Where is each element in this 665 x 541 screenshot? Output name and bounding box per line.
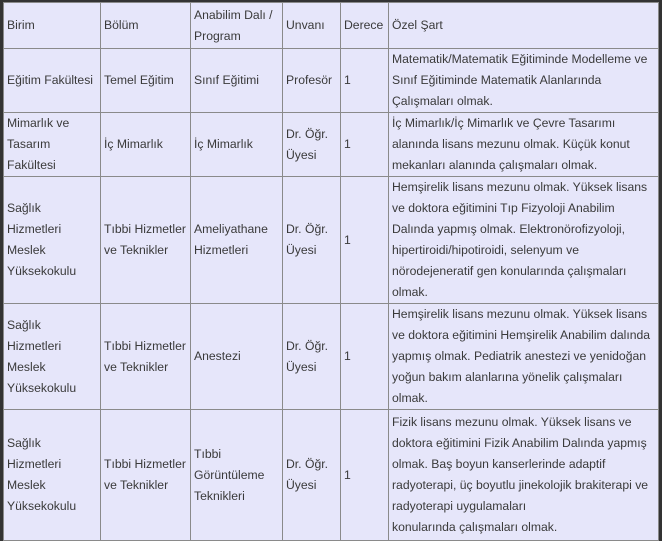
header-unvan: Unvanı [283,3,341,49]
cell-ozel-sart: Hemşirelik lisans mezunu olmak. Yüksek lisans ve doktora eğitimini Hemşirelik Anabilim dalında yapmış olmak. Pediatrik anestezi ve yenidoğan yoğun bakım alanlarına yönelik çalışmaları olmak. [389,304,659,410]
cell-anabilim: İç Mimarlık [191,113,283,177]
table-row [4,177,659,304]
positions-table [3,2,659,541]
cell-derece: 1 [341,304,389,410]
cell-bolum: Temel Eğitim [101,49,191,113]
table-row [4,49,659,113]
header-birim: Birim [4,3,101,49]
cell-bolum: Tıbbi Hizmetler ve Teknikler [101,177,191,304]
cell-derece: 1 [341,410,389,541]
cell-unvan: Profesör [283,49,341,113]
cell-bolum: Tıbbi Hizmetler ve Teknikler [101,410,191,541]
table-row [4,113,659,177]
cell-ozel-sart: İç Mimarlık/İç Mimarlık ve Çevre Tasarımı alanında lisans mezunu olmak. Küçük konut mekanları alanında çalışmaları olmak. [389,113,659,177]
cell-bolum: Tıbbi Hizmetler ve Teknikler [101,304,191,410]
table-row [4,304,659,410]
cell-anabilim: Sınıf Eğitimi [191,49,283,113]
cell-unvan: Dr. Öğr. Üyesi [283,113,341,177]
cell-bolum: İç Mimarlık [101,113,191,177]
cell-birim: Sağlık Hizmetleri Meslek Yüksekokulu [4,304,101,410]
cell-ozel-sart: Fizik lisans mezunu olmak. Yüksek lisans ve doktora eğitimini Fizik Anabilim Dalında yapmış olmak. Baş boyun kanserlerinde adaptif radyoterapi, üç boyutlu jinekolojik brakiterapi ve radyoterapi uygulamaları konularında çalışmaları olmak. [389,410,659,541]
cell-birim: Sağlık Hizmetleri Meslek Yüksekokulu [4,177,101,304]
header-anabilim: Anabilim Dalı / Program [191,3,283,49]
cell-unvan: Dr. Öğr. Üyesi [283,177,341,304]
cell-birim: Eğitim Fakültesi [4,49,101,113]
cell-derece: 1 [341,113,389,177]
cell-unvan: Dr. Öğr. Üyesi [283,304,341,410]
table-header-row [4,3,659,49]
cell-ozel-sart: Matematik/Matematik Eğitiminde Modelleme ve Sınıf Eğitiminde Matematik Alanlarında Çalışmaları olmak. [389,49,659,113]
cell-anabilim: Ameliyathane Hizmetleri [191,177,283,304]
header-derece: Derece [341,3,389,49]
cell-derece: 1 [341,177,389,304]
cell-unvan: Dr. Öğr. Üyesi [283,410,341,541]
cell-birim: Mimarlık ve Tasarım Fakültesi [4,113,101,177]
cell-anabilim: Anestezi [191,304,283,410]
header-bolum: Bölüm [101,3,191,49]
cell-anabilim: Tıbbi Görüntüleme Teknikleri [191,410,283,541]
cell-derece: 1 [341,49,389,113]
header-ozel-sart: Özel Şart [389,3,659,49]
cell-ozel-sart: Hemşirelik lisans mezunu olmak. Yüksek lisans ve doktora eğitimini Tıp Fizyoloji Anabilim Dalında yapmış olmak. Elektronörofizyoloji, hipertiroidi/hipotiroidi, selenyum ve nörodejeneratif gen konularında çalışmaları olmak. [389,177,659,304]
table-row [4,410,659,541]
cell-birim: Sağlık Hizmetleri Meslek Yüksekokulu [4,410,101,541]
